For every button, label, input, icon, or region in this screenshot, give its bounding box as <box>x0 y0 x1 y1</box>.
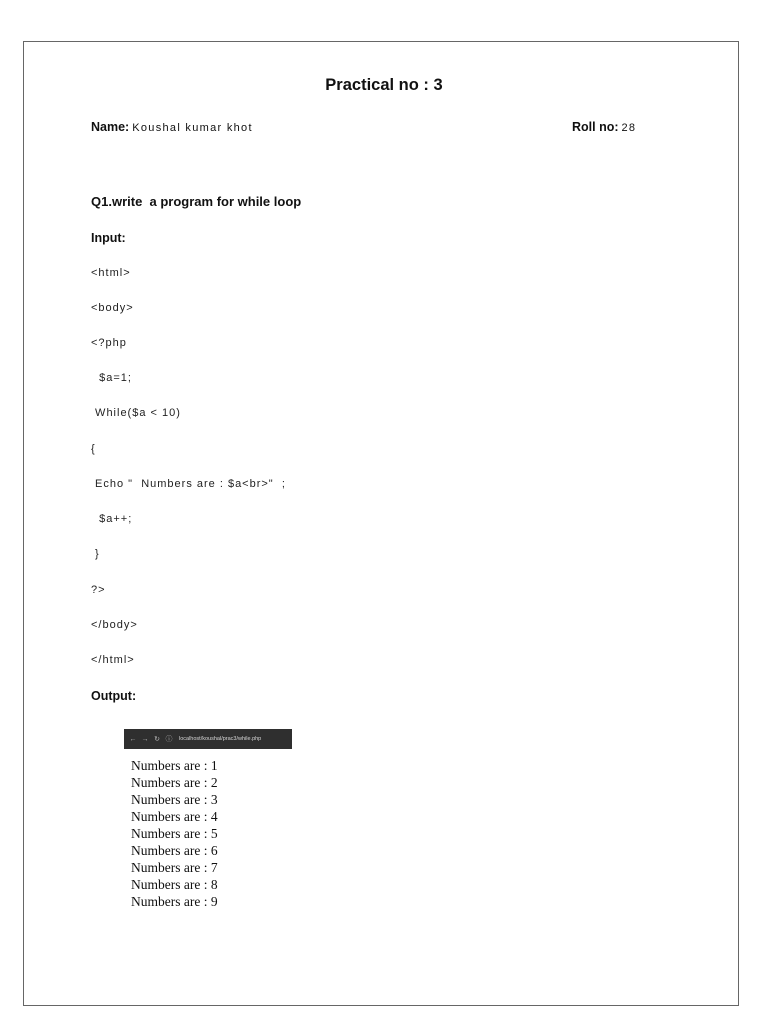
roll-value: 28 <box>621 122 637 134</box>
roll-field <box>572 120 636 134</box>
code-line: Echo " Numbers are : $a<br>" ; <box>91 478 286 490</box>
page-title: Practical no : 3 <box>325 76 443 94</box>
name-field <box>91 120 253 134</box>
arrow-left-icon: ← <box>129 735 137 743</box>
name-label: Name: <box>91 120 130 134</box>
code-line: <body> <box>91 302 134 314</box>
output-label: Output: <box>91 689 137 703</box>
arrow-right-icon: → <box>141 735 149 743</box>
code-line: </html> <box>91 654 135 666</box>
output-screenshot <box>124 729 292 911</box>
roll-label: Roll no: <box>572 120 619 134</box>
browser-toolbar <box>124 729 292 749</box>
code-line: } <box>91 548 100 560</box>
name-value: Koushal kumar khot <box>132 122 253 134</box>
output-line: Numbers are : 3 <box>131 792 218 807</box>
output-line: Numbers are : 5 <box>131 826 218 841</box>
output-line: Numbers are : 7 <box>131 860 218 875</box>
code-line: $a++; <box>91 513 133 525</box>
code-line: { <box>91 443 96 455</box>
output-line: Numbers are : 1 <box>131 758 218 773</box>
code-line: ?> <box>91 584 106 596</box>
reload-icon: ↻ <box>154 736 160 743</box>
output-line: Numbers are : 2 <box>131 775 218 790</box>
input-label: Input: <box>91 231 126 245</box>
output-line: Numbers are : 6 <box>131 843 218 858</box>
info-icon: ⓘ <box>165 736 173 743</box>
output-line: Numbers are : 8 <box>131 877 218 892</box>
code-line: While($a < 10) <box>91 407 181 419</box>
output-lines <box>131 757 218 910</box>
code-line: </body> <box>91 619 138 631</box>
code-line: $a=1; <box>91 372 132 384</box>
output-line: Numbers are : 9 <box>131 894 218 909</box>
output-line: Numbers are : 4 <box>131 809 218 824</box>
question-heading: Q1.write a program for while loop <box>91 194 302 209</box>
code-line: <?php <box>91 337 127 349</box>
address-bar-url: localhost/koushal/prac3/while.php <box>179 736 262 742</box>
code-line: <html> <box>91 267 131 279</box>
